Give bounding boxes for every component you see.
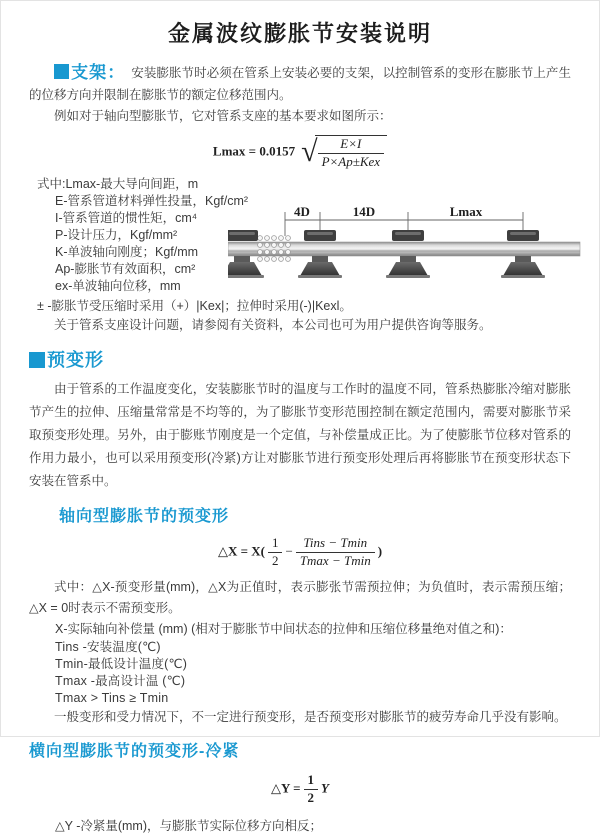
axial-predeform-formula [29,536,571,569]
blue-square-icon [29,352,45,368]
temp-fraction-numerator: Tins − Tmin [296,536,375,553]
definition-item: E-管系管道材料弹性投量，Kgf/cm² [55,193,249,208]
formula3-lhs: △Y = [270,780,301,796]
formula2-temp-fraction [296,536,375,569]
axial-note3: 一般变形和受力情况下，不一定进行预变形，是否预变形对膨胀节的疲劳寿命几乎没有影响。 [54,709,567,724]
axial-subheading: 轴向型膨胀节的预变形 [59,507,230,525]
lateral-note: △Y -冷紧量(mm)，与膨胀节实际位移方向相反； [55,818,323,833]
formula2-half-fraction [268,536,283,569]
support-spacing-diagram [228,204,583,304]
symbol-definitions-area [29,176,571,315]
dim-label-14d: 14D [352,203,376,219]
definition-item: I-管系管道的惯性矩，cm⁴ [55,210,198,225]
formula1-lhs: Lmax = 0.0157 [212,143,296,159]
half-numerator: 1 [268,536,283,553]
formula1-denominator: P×Ap±Kex [321,153,381,169]
formula3-rhs: Y [321,780,329,796]
formula3-numerator: 1 [304,773,319,790]
definition-item: Ap-膨胀节有效面积，cm² [55,261,196,276]
half-denominator: 2 [271,552,279,568]
definition-item: P-设计压力，Kgf/mm² [55,227,178,242]
definition-item: K-单波轴向刚度；Kgf/mm [55,244,199,259]
blue-square-icon [54,64,69,79]
support-intro-text: 安装膨胀节时必须在管系上安装必要的支架，以控制管系的变形在膨胀节上产生的位移方向并限制在膨胀节的额定位移范围内。 [29,66,571,102]
predeform-paragraph: 由于管系的工作温度变化，安装膨胀节时的温度与工作时的温度不同，管系热膨胀冷缩对膨胀节产生的拉伸、压缩量常常是不均等的，为了膨胀节变形范围控制在额定范围内，需要对膨胀节采取预变形处理。另外，由于膨账节刚度是一个定值，与补偿量成正比。为了使膨胀节位移对管系的作用力最小，也可以采用预变形(冷紧)方让对膨胀节进行预变形处理后再将膨胀节在预变形状态下安装在管系中。 [29,381,571,488]
axial-note2: X-实际轴向补偿量 (mm) (相对于膨胀节中间状态的拉伸和压缩位移量绝对值之和)： [55,621,512,636]
support-example-line: 例如对于轴向型膨胀节，它对管系支座的基本要求如图所示： [54,109,392,123]
support-section-label: 支架： [71,63,126,82]
dim-label-lmax: Lmax [449,203,483,219]
consult-note: 关于管系支座设计问题，请参阅有关资料，本公司也可为用户提供咨询等服务。 [54,317,492,332]
formula3-denominator: 2 [307,789,315,805]
temp-definition: Tins -安装温度(℃) [55,639,161,654]
formula2-lhs: △X = X( [217,543,265,559]
formula1-numerator: E×I [318,137,385,154]
dim-label-4d: 4D [294,203,310,219]
guide-spacing-formula [29,135,571,170]
pipe-support-diagram-svg [228,204,583,304]
formula2-minus: − [285,543,293,559]
page-title: 金属波纹膨胀节安装说明 [167,21,432,46]
axial-note1: 式中：△X-预变形量(mm)，△X为正值时，表示膨张节需预拉伸；为负值时，表示需预压缩；△X = 0时表示不需预变形。 [29,579,571,615]
temp-fraction-denominator: Tmax − Tmin [299,552,371,568]
lateral-coldtight-formula [29,773,571,806]
definition-item: ex-单波轴向位移，mm [55,278,181,293]
temp-definition: Tmax -最高设计温 (℃) [55,673,186,688]
support-intro-paragraph [29,62,571,106]
formula3-half-fraction [304,773,319,806]
sign-convention-note: ± -膨胀节受压缩时采用（+）|Kex|；拉伸时采用(-)|Kexl。 [37,298,352,313]
document-page [1,1,599,836]
predeform-section-heading [29,346,571,372]
formula1-fraction [318,137,385,170]
where-line: 式中:Lmax-最大导向间距，m [37,176,199,191]
temp-definition: Tmin-最低设计温度(℃) [55,656,188,671]
formula2-close-paren: ) [377,543,383,559]
predeform-heading-label: 预变形 [47,349,104,370]
lateral-subheading: 横向型膨胀节的预变形-冷紧 [29,742,240,760]
sqrt-radical-symbol: √ [301,135,318,169]
formula1-sqrt-body [315,135,388,170]
temp-relation: Tmax > Tins ≥ Tmin [55,690,169,705]
